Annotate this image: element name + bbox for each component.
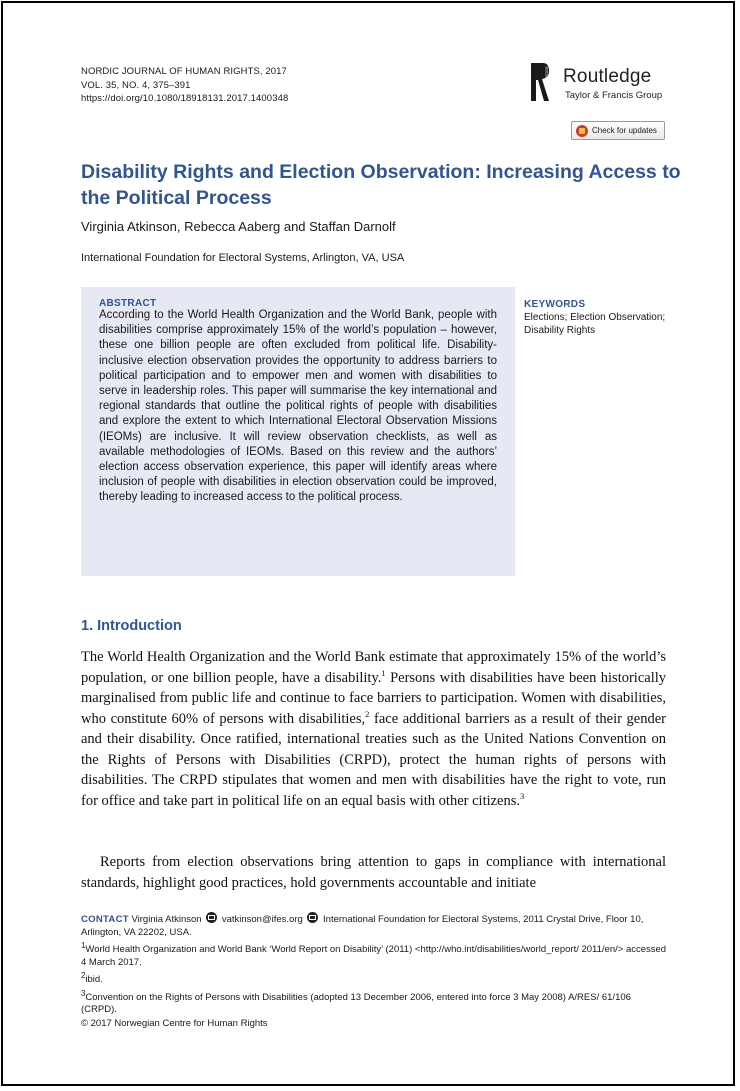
footnote-item: [81, 940, 669, 969]
footnote-number: 3: [81, 988, 86, 998]
email-icon: [206, 912, 217, 923]
body-text-segment: Persons with disabilities have been historically marginalised from public life and continue to face barriers to participation. Women with disabilities, who constitute 60% of persons with disabilities,: [81, 669, 667, 727]
publisher-logo: [529, 61, 679, 105]
contact-name: Virginia Atkinson: [131, 914, 202, 925]
body-text-segment: The World Health Organization and the World Bank estimate that approximately 15% of the world’s population, or one billion people, have a disability.: [81, 649, 666, 686]
footnote-item: [81, 988, 669, 1017]
journal-name: NORDIC JOURNAL OF HUMAN RIGHTS, 2017: [81, 66, 287, 77]
check-updates-label: Check for updates: [592, 126, 657, 135]
section-heading: 1. Introduction: [81, 618, 182, 634]
footnote-item: [81, 970, 669, 987]
publisher-name: Routledge: [563, 66, 652, 87]
footnotes: [81, 912, 669, 1030]
journal-doi[interactable]: https://doi.org/10.1080/18918131.2017.1400348: [81, 93, 289, 104]
footnote-number: 2: [81, 971, 86, 981]
paper-title: Disability Rights and Election Observation: Increasing Access to the Political Process: [81, 161, 681, 209]
footnote-text: ibid.: [85, 974, 103, 986]
contact-email[interactable]: vatkinson@ifes.org: [221, 914, 303, 925]
abstract-label: ABSTRACT: [99, 298, 157, 309]
check-for-updates-button[interactable]: [571, 121, 665, 140]
copyright: © 2017 Norwegian Centre for Human Rights: [81, 1017, 268, 1029]
journal-volume: VOL. 35, NO. 4, 375–391: [81, 79, 191, 91]
footnote-ref-3[interactable]: 3: [520, 790, 525, 801]
publisher-group: Taylor & Francis Group: [565, 90, 663, 101]
keywords: [524, 299, 684, 337]
contact-line: [81, 912, 669, 939]
crossmark-icon: [576, 125, 588, 137]
contact-label: CONTACT: [81, 914, 129, 925]
footnote-text: Convention on the Rights of Persons with Disabilities (adopted 13 December 2006, entered into force 3 May 2008) A/RES/ 61/106 (CRPD).: [81, 991, 631, 1016]
footnote-ref-1[interactable]: 1: [381, 667, 386, 678]
footnote-ref-2[interactable]: 2: [365, 708, 370, 719]
affiliation: International Foundation for Electoral Systems, Arlington, VA, USA: [81, 252, 405, 264]
keywords-text: Elections; Election Observation; Disability Rights: [524, 312, 666, 336]
journal-info: [81, 65, 288, 106]
paper-page: [1, 1, 735, 1086]
keywords-label: KEYWORDS: [524, 299, 586, 310]
body-text-segment: face additional barriers as a result of their gender and their disability. Once ratified, international treaties such as the United Nations Convention on the Rights of Persons with Disabilities (CRPD), protect the human rights of persons with disabilities. The CRPD stipulates that women and men with disabilities have the right to vote, run for office and take part in political life on an equal basis with other citizens.: [81, 710, 667, 809]
footnote-number: 1: [81, 941, 86, 950]
body-paragraph: Reports from election observations bring attention to gaps in compliance with international standards, highlight good practices, hold governments accountable and initiate: [81, 854, 666, 891]
routledge-logo-icon: [529, 61, 551, 103]
footnote-text: World Health Organization and World Bank ‘World Report on Disability’ (2011) <http://who.int/disabilities/world_report/ 2011/en/> accessed 4 March 2017.: [81, 944, 667, 968]
body-paragraph: [81, 647, 666, 811]
author-list: Virginia Atkinson, Rebecca Aaberg and Staffan Darnolf: [81, 219, 396, 234]
abstract-text: According to the World Health Organization and the World Bank, people with disabilities comprise approximately 15% of the world’s population – however, these one billion people are often excluded from political life. Disability-inclusive election observation provides the opportunity to address barriers to political participation and to empower men and women with disabilities to serve in leadership roles. This paper will summarise the key international and regional standards that outline the political rights of people with disabilities and explore the extent to which International Electoral Observation Missions (IEOMs) are inclusive. It will review observation checklists, as well as available methodologies of IEOMs. Based on this review and the authors’ election access observation experience, this paper will identify areas where inclusion of people with disabilities in election observation could be improved, thereby leading to increased access to the political process.: [99, 309, 497, 504]
abstract-box: [81, 287, 515, 576]
address-icon: [307, 912, 318, 923]
contact-address: International Foundation for Electoral Systems, 2011 Crystal Drive, Floor 10, Arlington, VA 22202, USA.: [81, 914, 644, 938]
logo-vertical-text: ROUTLEDGE: [544, 66, 549, 91]
